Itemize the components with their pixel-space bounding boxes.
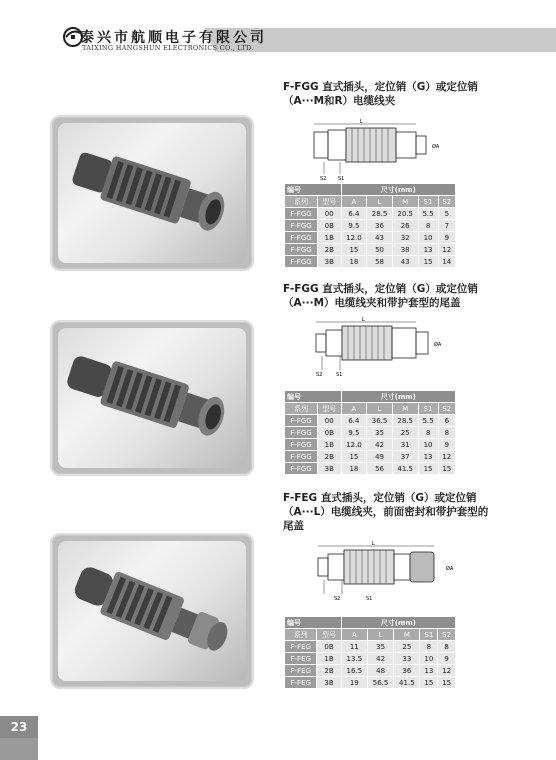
- cell: F-FGG: [285, 256, 318, 268]
- section-1-dim-a: ØA: [432, 144, 440, 150]
- cell: 8: [438, 427, 455, 439]
- section-2-dimension-drawing: [306, 316, 466, 380]
- table-2-col-size: 尺寸(mm): [341, 391, 455, 403]
- cell: 50: [367, 244, 393, 256]
- table-row: [285, 244, 456, 256]
- cell: 3B: [317, 677, 341, 689]
- section-1-title-line-2: （A···M和R）电缆线夹: [283, 95, 396, 107]
- cell: 10: [418, 232, 438, 244]
- cell: 11: [341, 641, 367, 653]
- table-3-header: M: [394, 629, 420, 641]
- cell: 6: [438, 415, 455, 427]
- section-1-dim-l: L: [360, 119, 363, 125]
- table-1-col-code: 编号: [285, 184, 342, 196]
- cell: 12.0: [341, 439, 367, 451]
- cell: 41.5: [392, 463, 418, 475]
- section-2-title-line-2: （A···M）电缆线夹和带护套型的尾盖: [283, 297, 461, 309]
- cell: 1B: [317, 653, 341, 665]
- table-2-header: L: [367, 403, 393, 415]
- cell: F-FGG: [285, 232, 318, 244]
- section-3-title-line-1: F-FEG 直式插头，定位销（G）或定位销: [283, 492, 477, 504]
- cell: 13: [418, 451, 438, 463]
- section-3-dimension-drawing: [310, 540, 470, 604]
- table-2-header: A: [341, 403, 367, 415]
- cell: F-FGG: [285, 451, 318, 463]
- section-1-title-line-1: F-FGG 直式插头，定位销（G）或定位销: [283, 81, 478, 93]
- section-3-spec-table: [284, 616, 456, 689]
- cell: 15: [418, 256, 438, 268]
- table-row: [285, 232, 456, 244]
- table-row: [285, 463, 456, 475]
- cell: F-FEG: [285, 653, 317, 665]
- cell: F-FEG: [285, 665, 317, 677]
- cell: 13: [420, 665, 438, 677]
- cell: F-FGG: [285, 208, 318, 220]
- cell: 0B: [317, 220, 341, 232]
- section-2-dim-s2: S2: [316, 372, 323, 378]
- table-1-header: S1: [418, 196, 438, 208]
- section-2-dim-a: ØA: [434, 342, 442, 348]
- cell: F-FGG: [285, 427, 318, 439]
- cell: 58: [367, 256, 393, 268]
- section-1-dimension-drawing: [300, 118, 460, 182]
- cell: 9: [438, 439, 455, 451]
- section-1-spec-table: [284, 183, 456, 268]
- cell: 13: [418, 244, 438, 256]
- cell: 6.4: [341, 208, 367, 220]
- product-photo-3: [50, 533, 254, 689]
- cell: 37: [392, 451, 418, 463]
- page-number: 23: [0, 716, 38, 738]
- product-photo-2: [50, 320, 254, 476]
- table-row: [285, 415, 456, 427]
- cell: 48: [367, 665, 393, 677]
- cell: F-FEG: [285, 677, 317, 689]
- cell: 15: [418, 463, 438, 475]
- table-1-header: S2: [438, 196, 455, 208]
- table-2-header: 系列: [285, 403, 318, 415]
- section-2-title: [283, 282, 523, 310]
- cell: 41.5: [394, 677, 420, 689]
- cell: 36: [367, 220, 393, 232]
- cell: 15: [420, 677, 438, 689]
- cell: 18: [341, 256, 367, 268]
- cell: 8: [438, 641, 456, 653]
- section-3-dim-s1: S1: [366, 596, 373, 602]
- section-3-title: [283, 491, 523, 533]
- table-row: [285, 427, 456, 439]
- table-3-col-size: 尺寸(mm): [341, 617, 455, 629]
- section-1-dim-s1: S1: [338, 176, 345, 182]
- cell: 38: [392, 244, 418, 256]
- cell: 10: [418, 439, 438, 451]
- cell: 8: [418, 220, 438, 232]
- table-2-header: S2: [438, 403, 455, 415]
- cell: F-FGG: [285, 220, 318, 232]
- cell: 3B: [317, 256, 341, 268]
- cell: 2B: [317, 451, 341, 463]
- cell: 33: [394, 653, 420, 665]
- cell: 42: [367, 653, 393, 665]
- cell: 18: [341, 463, 367, 475]
- section-2-dim-s1: S1: [336, 372, 343, 378]
- table-2-header: S1: [418, 403, 438, 415]
- cell: 9: [438, 653, 456, 665]
- cell: 12: [438, 244, 455, 256]
- cell: 2B: [317, 665, 341, 677]
- table-3-header: 型号: [317, 629, 341, 641]
- cell: F-FGG: [285, 439, 318, 451]
- table-3-header: L: [367, 629, 393, 641]
- cell: 13.5: [341, 653, 367, 665]
- cell: 36.5: [367, 415, 393, 427]
- cell: F-FGG: [285, 415, 318, 427]
- cell: F-FGG: [285, 244, 318, 256]
- cell: 00: [317, 415, 341, 427]
- cell: F-FEG: [285, 641, 317, 653]
- cell: 32: [392, 232, 418, 244]
- table-row: [285, 439, 456, 451]
- cell: 35: [367, 641, 393, 653]
- cell: 9: [438, 232, 455, 244]
- table-row: [285, 208, 456, 220]
- section-3-title-line-2: （A···L）电缆线夹，前面密封和带护套型的: [283, 506, 489, 518]
- cell: 15: [438, 463, 455, 475]
- cell: 12.0: [341, 232, 367, 244]
- section-2-spec-table: [284, 390, 456, 475]
- cell: 56: [367, 463, 393, 475]
- cell: 35: [367, 427, 393, 439]
- cell: 5: [438, 208, 455, 220]
- cell: 56.5: [367, 677, 393, 689]
- product-photo-1: [50, 115, 254, 271]
- cell: 12: [438, 665, 456, 677]
- table-1-header: L: [367, 196, 393, 208]
- table-row: [285, 256, 456, 268]
- cell: 42: [367, 439, 393, 451]
- table-row: [285, 220, 456, 232]
- cell: 9.5: [341, 427, 367, 439]
- cell: 15: [341, 451, 367, 463]
- company-name-en: TAIXING HANGSHUN ELECTRONICS CO., LTD.: [82, 44, 254, 52]
- cell: 7: [438, 220, 455, 232]
- table-1-header: 系列: [285, 196, 318, 208]
- table-row: [285, 653, 456, 665]
- table-1-header: M: [392, 196, 418, 208]
- table-3-header: S1: [420, 629, 438, 641]
- cell: 15: [341, 244, 367, 256]
- section-2-title-line-1: F-FGG 直式插头，定位销（G）或定位销: [283, 283, 478, 295]
- cell: 6.4: [341, 415, 367, 427]
- cell: 00: [317, 208, 341, 220]
- section-3-title-line-3: 尾盖: [283, 520, 304, 532]
- section-1-title: [283, 80, 523, 108]
- cell: 9.5: [341, 220, 367, 232]
- section-3-dim-a: ØA: [446, 566, 454, 572]
- cell: 25: [392, 427, 418, 439]
- cell: 19: [341, 677, 367, 689]
- table-row: [285, 665, 456, 677]
- table-3-header: 系列: [285, 629, 317, 641]
- table-1-header: 型号: [317, 196, 341, 208]
- section-3-dim-s2: S2: [334, 596, 341, 602]
- cell: 2B: [317, 244, 341, 256]
- table-2-header: 型号: [317, 403, 341, 415]
- cell: 1B: [317, 232, 341, 244]
- cell: 14: [438, 256, 455, 268]
- cell: 8: [418, 427, 438, 439]
- cell: 5.5: [418, 415, 438, 427]
- cell: 3B: [317, 463, 341, 475]
- cell: 12: [438, 451, 455, 463]
- cell: 5.5: [418, 208, 438, 220]
- section-2-dim-l: L: [362, 317, 365, 323]
- cell: 43: [392, 256, 418, 268]
- table-2-header: M: [392, 403, 418, 415]
- cell: 28.5: [367, 208, 393, 220]
- cell: 0B: [317, 641, 341, 653]
- cell: 16.5: [341, 665, 367, 677]
- cell: 43: [367, 232, 393, 244]
- cell: 26: [392, 220, 418, 232]
- table-1-col-size: 尺寸(mm): [341, 184, 455, 196]
- table-row: [285, 641, 456, 653]
- cell: 8: [420, 641, 438, 653]
- table-row: [285, 451, 456, 463]
- cell: 0B: [317, 427, 341, 439]
- cell: 10: [420, 653, 438, 665]
- company-name-cn: 泰兴市航顺电子有限公司: [80, 30, 267, 46]
- cell: 1B: [317, 439, 341, 451]
- section-1-dim-s2: S2: [320, 176, 327, 182]
- cell: 15: [438, 677, 456, 689]
- cell: F-FGG: [285, 463, 318, 475]
- table-3-header: A: [341, 629, 367, 641]
- table-3-col-code: 编号: [285, 617, 342, 629]
- cell: 28.5: [392, 415, 418, 427]
- cell: 36: [394, 665, 420, 677]
- table-2-col-code: 编号: [285, 391, 342, 403]
- table-1-header: A: [341, 196, 367, 208]
- cell: 49: [367, 451, 393, 463]
- table-3-header: S2: [438, 629, 456, 641]
- cell: 20.5: [392, 208, 418, 220]
- section-3-dim-l: L: [372, 541, 375, 547]
- cell: 25: [394, 641, 420, 653]
- table-row: [285, 677, 456, 689]
- cell: 31: [392, 439, 418, 451]
